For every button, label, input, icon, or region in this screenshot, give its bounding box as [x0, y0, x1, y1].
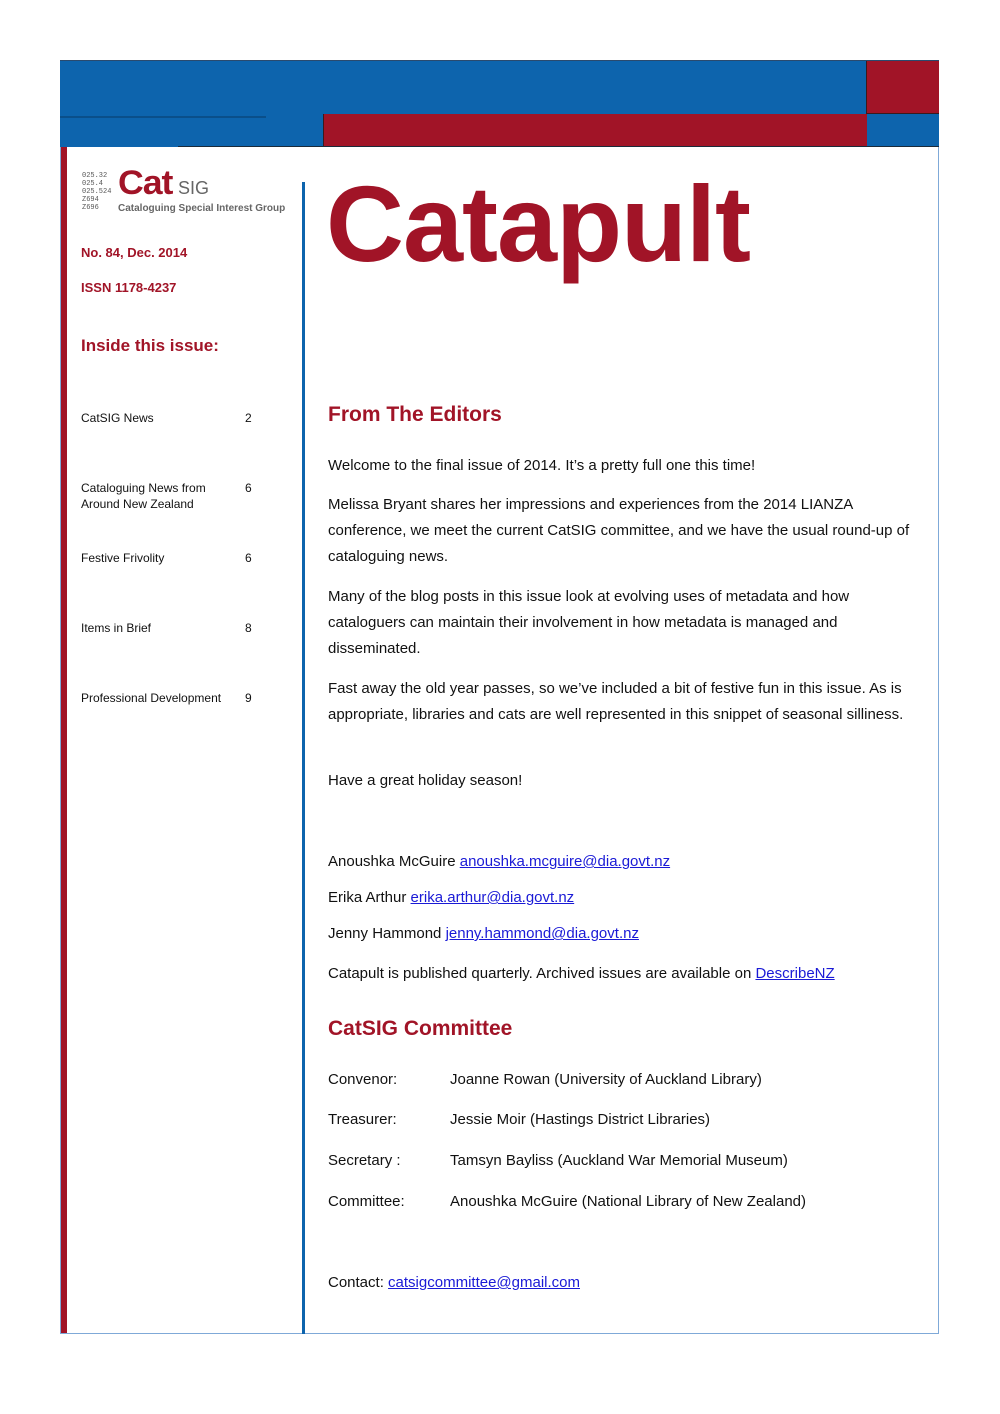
- toc-item[interactable]: [81, 690, 261, 706]
- archive-note: [328, 961, 918, 987]
- committee-row: [328, 1152, 788, 1169]
- editor-email-link[interactable]: jenny.hammond@dia.govt.nz: [445, 925, 639, 942]
- committee-person: Anoushka McGuire (National Library of New Zealand): [450, 1193, 806, 1210]
- editors-paragraph: Melissa Bryant shares her impressions and experiences from the 2014 LIANZA conference, we meet the current CatSIG committee, and we have the usual round-up of cataloguing news.: [328, 496, 910, 565]
- logo-tagline: Cataloguing Special Interest Group: [118, 203, 286, 214]
- toc-item[interactable]: [81, 620, 261, 636]
- committee-row: [328, 1071, 762, 1088]
- toc-item-label: Items in Brief: [81, 621, 152, 635]
- logo-cat-wordmark: Cat: [118, 164, 173, 202]
- toc-item-label: Festive Frivolity: [81, 551, 165, 565]
- editor-name: Anoushka McGuire: [328, 853, 456, 870]
- committee-role: Convenor:: [328, 1071, 398, 1088]
- editors-heading: From The Editors: [328, 403, 502, 426]
- committee-person: Tamsyn Bayliss (Auckland War Memorial Museum): [450, 1152, 788, 1169]
- editor-signature: [328, 849, 918, 875]
- editors-paragraph: Welcome to the final issue of 2014. It’s a pretty full one this time!: [328, 457, 756, 474]
- committee-role: Secretary :: [328, 1152, 401, 1169]
- toc-item[interactable]: [81, 410, 261, 426]
- archive-text: Catapult is published quarterly. Archived issues are available on: [328, 965, 752, 982]
- banner-top-line: [60, 60, 939, 61]
- editors-paragraph: Have a great holiday season!: [328, 772, 523, 789]
- masthead-title: Catapult: [326, 163, 750, 284]
- issue-number: No. 84, Dec. 2014: [81, 245, 188, 260]
- toc-item-page: 9: [245, 691, 252, 705]
- editor-signature: [328, 921, 918, 947]
- toc-item-page: 8: [245, 621, 252, 635]
- editor-name: Jenny Hammond: [328, 925, 442, 942]
- editor-email-link[interactable]: anoushka.mcguire@dia.govt.nz: [459, 853, 671, 870]
- toc-item[interactable]: [81, 550, 261, 566]
- banner-red-block: [866, 61, 939, 114]
- banner-accent-line: [60, 116, 266, 118]
- catsig-logo: [80, 164, 290, 220]
- column-divider-rule: [302, 182, 305, 1334]
- editors-paragraph: Fast away the old year passes, so we’ve included a bit of festive fun in this issue. As is appropriate, libraries and cats are well represented in this snippet of seasonal silliness.: [328, 680, 904, 723]
- toc-item-label: Cataloguing News from Around New Zealand: [81, 481, 206, 511]
- banner-red-bar: [323, 114, 867, 147]
- toc-heading: Inside this issue:: [81, 336, 219, 355]
- toc-item-page: 6: [245, 481, 252, 495]
- committee-row: [328, 1193, 806, 1210]
- banner-bottom-line: [178, 146, 939, 147]
- toc-item[interactable]: [81, 480, 261, 512]
- committee-role: Treasurer:: [328, 1111, 397, 1128]
- toc-item-page: 6: [245, 551, 252, 565]
- logo-sig-wordmark: SIG: [178, 178, 210, 198]
- committee-person: Jessie Moir (Hastings District Libraries): [450, 1111, 711, 1128]
- editor-signature: [328, 885, 918, 911]
- toc-item-label: CatSIG News: [81, 411, 154, 425]
- committee-role: Committee:: [328, 1193, 405, 1210]
- describenz-link[interactable]: DescribeNZ: [755, 965, 835, 982]
- contact-line: [328, 1274, 580, 1291]
- editor-name: Erika Arthur: [328, 889, 407, 906]
- contact-label: Contact:: [328, 1274, 384, 1291]
- toc-item-label: Professional Development: [81, 691, 222, 705]
- committee-person: Joanne Rowan (University of Auckland Library): [450, 1071, 762, 1088]
- editors-paragraph: Many of the blog posts in this issue look at evolving uses of metadata and how cataloguers can maintain their involvement in how metadata is managed and disseminated.: [328, 588, 850, 657]
- editor-email-link[interactable]: erika.arthur@dia.govt.nz: [410, 889, 575, 906]
- committee-heading: CatSIG Committee: [328, 1017, 513, 1040]
- left-red-rule: [61, 147, 67, 1333]
- issn: ISSN 1178-4237: [81, 280, 177, 295]
- logo-class-codes: 025.32 025.4 025.524 Z694 Z696: [82, 172, 112, 212]
- toc-item-page: 2: [245, 411, 252, 425]
- contact-email-link[interactable]: catsigcommittee@gmail.com: [388, 1274, 580, 1291]
- committee-row: [328, 1111, 710, 1128]
